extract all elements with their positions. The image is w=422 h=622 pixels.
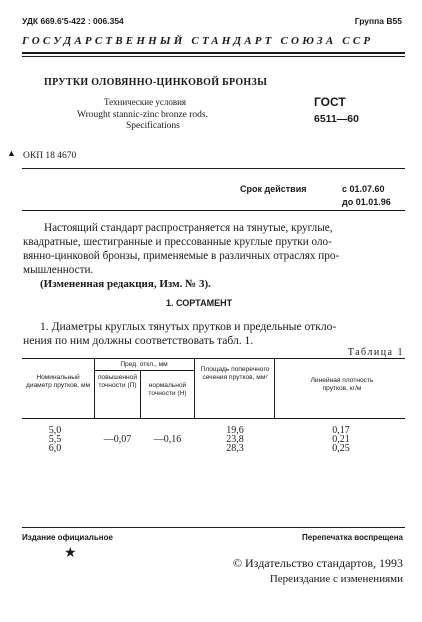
document-title: ПРУТКИ ОЛОВЯННО-ЦИНКОВОЙ БРОНЗЫ [44, 77, 268, 88]
col-sep-4 [274, 358, 275, 418]
validity-to: до 01.01.96 [342, 197, 391, 207]
col-sep-2 [140, 370, 141, 418]
gost-number: 6511—60 [314, 113, 359, 125]
star-icon: ★ [64, 546, 77, 561]
diameter-cell: 5,5 [48, 434, 62, 445]
amendment-note: (Измененная редакция, Изм. № 3). [40, 278, 211, 290]
validity-from: с 01.07.60 [342, 184, 385, 194]
tolerance-subrule [94, 370, 194, 371]
section-para-line-2: нения по ним должны соответствовать табл. 1. [23, 334, 254, 347]
header-area: Площадь поперечного сечения прутков, мм² [200, 366, 270, 381]
footer-rule [22, 527, 405, 528]
area-cell: 19,6 [226, 425, 244, 436]
density-cell: 0,25 [332, 443, 350, 454]
margin-mark: ▲ [7, 148, 16, 158]
header-diameter: Номинальный диаметр прутков, мм [25, 374, 91, 389]
header-tolerance: Пред. откл., мм [120, 361, 168, 368]
area-cell: 28,3 [226, 443, 244, 454]
intro-line-4: мышленности. [23, 264, 94, 276]
intro-line-1: Настоящий стандарт распространяется на тянутые, круглые, [44, 222, 333, 234]
area-cell: 23,8 [226, 434, 244, 445]
header-rule-thin [22, 56, 405, 57]
section-para-line-1: 1. Диаметры круглых тянутых прутков и предельные откло- [40, 320, 337, 333]
copyright-notice: © Издательство стандартов, 1993 [232, 556, 403, 570]
diameter-cell: 5,0 [48, 425, 62, 436]
title-bottom-rule [22, 168, 405, 169]
english-subtitle: Specifications [126, 121, 180, 131]
document-subtitle: Технические условия [104, 97, 187, 107]
validity-rule [22, 210, 405, 211]
header-density: Линейная плотность прутков, кг/м [310, 377, 374, 392]
intro-line-3: вянно-цинковой бронзы, применяемые в различных отраслях про- [23, 250, 340, 262]
gost-label: ГОСТ [314, 95, 346, 109]
header-tolerance-normal: нормальной точности (Н) [148, 382, 187, 397]
group-code: Группа В55 [354, 16, 402, 26]
official-edition: Издание официальное [22, 533, 113, 542]
republication-notice: Переиздание с изменениями [269, 573, 403, 585]
col-sep-1 [94, 358, 95, 418]
table-header-rule [22, 418, 405, 419]
diameter-cell: 6,0 [48, 443, 62, 454]
header-rule-thick [22, 52, 405, 54]
table-caption: Таблица 1 [347, 347, 404, 358]
density-cell: 0,21 [332, 434, 350, 445]
tolerance-high-cell: —0,07 [103, 434, 132, 445]
validity-label: Срок действия [240, 184, 307, 194]
state-standard-banner: ГОСУДАРСТВЕННЫЙ СТАНДАРТ СОЮЗА ССР [22, 35, 374, 47]
okp-code: ОКП 18 4670 [23, 151, 77, 161]
col-sep-3 [194, 358, 195, 418]
table-top-rule [22, 358, 405, 359]
reprint-notice: Перепечатка воспрещена [302, 533, 403, 542]
section-heading: 1. СОРТАМЕНТ [166, 298, 233, 308]
density-cell: 0,17 [332, 425, 350, 436]
tolerance-normal-cell: —0,16 [153, 434, 182, 445]
udk-code: УДК 669.6'5-422 : 006.354 [22, 16, 124, 26]
english-title: Wrought stannic-zinc bronze rods. [77, 110, 208, 120]
header-tolerance-high: повышенной точности (П) [97, 374, 138, 389]
intro-line-2: квадратные, шестигранные и прессованные круглые прутки оло- [23, 236, 332, 248]
